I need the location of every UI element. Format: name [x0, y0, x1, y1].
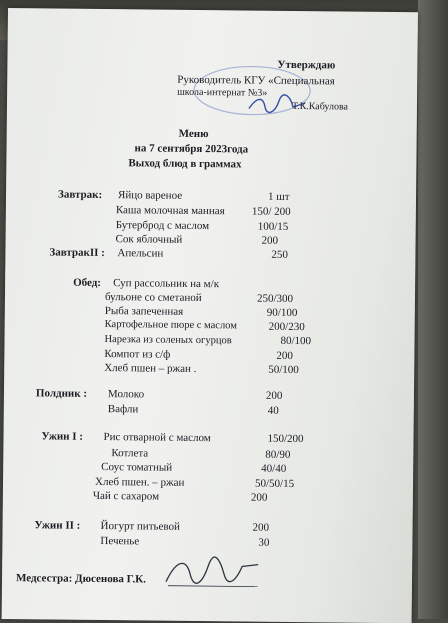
- menu-title: Меню: [178, 127, 209, 141]
- menu-item: Сок яблочный: [115, 233, 183, 246]
- menu-item-amount: 150/ 200: [251, 205, 291, 218]
- approval-title: Утверждаю: [277, 58, 336, 72]
- meal-label-dinner-2: Ужин II :: [34, 519, 81, 532]
- menu-item: Бутерброд с маслом: [115, 219, 210, 233]
- meal-label-dinner-1: Ужин I :: [41, 430, 84, 443]
- menu-item: Хлеб пшен. – ржан: [94, 475, 185, 489]
- menu-item: Нарезка из соленых огурцов: [104, 334, 232, 347]
- menu-item-amount: 200: [250, 491, 268, 504]
- meal-label-snack: Полдник :: [35, 387, 88, 400]
- meal-label-breakfast-2: ЗавтракII :: [49, 246, 105, 260]
- approval-signer: Т.К.Кабулова: [291, 100, 349, 113]
- menu-subtitle: Выход блюд в граммах: [128, 157, 242, 171]
- menu-item: Чай с сахаром: [92, 489, 160, 503]
- menu-item: Соус томатный: [101, 461, 173, 474]
- menu-item-amount: 250/300: [256, 292, 294, 306]
- nurse-signature-icon: [162, 554, 262, 591]
- menu-item: Котлета: [111, 447, 149, 460]
- nurse-signature-label: Медсестра: Дюсенова Г.К.: [15, 572, 146, 586]
- menu-item-amount: 40/40: [261, 462, 287, 475]
- menu-date: на 7 сентября 2023года: [134, 142, 249, 156]
- menu-item: Рыба запеченная: [104, 305, 184, 318]
- menu-item: Рис отварной с маслом: [103, 431, 211, 445]
- menu-item-amount: 50/100: [268, 363, 299, 377]
- meal-label-lunch: Обед:: [73, 276, 102, 289]
- menu-item-amount: 150/200: [267, 432, 304, 446]
- menu-item-amount: 200: [252, 521, 270, 534]
- menu-item: Суп рассольник на м/к: [113, 277, 220, 291]
- approval-line-2: школа-интернат №3»: [177, 86, 268, 99]
- menu-item: Картофельное пюре с маслом: [104, 319, 237, 332]
- menu-item-amount: 200: [265, 389, 283, 402]
- menu-item: Компот из с/ф: [104, 348, 171, 361]
- menu-item-amount: 250: [271, 248, 288, 261]
- menu-item: Молоко: [107, 388, 145, 401]
- menu-item-amount: 40: [267, 404, 279, 417]
- menu-item-amount: 200: [261, 234, 279, 247]
- menu-item: Яйцо вареное: [117, 189, 183, 202]
- menu-item: бульоне со сметаной: [104, 291, 202, 305]
- meal-label-breakfast: Завтрак:: [57, 188, 103, 201]
- menu-item: Йогурт питьевой: [100, 519, 180, 533]
- menu-item-amount: 90/100: [266, 306, 298, 320]
- menu-item-amount: 80/100: [280, 334, 312, 348]
- menu-item: Хлеб пшен – ржан .: [104, 362, 197, 375]
- menu-item: Каша молочная манная: [115, 204, 225, 218]
- menu-item-amount: 200/230: [268, 320, 305, 334]
- menu-item-amount: 1 шт: [267, 190, 290, 203]
- menu-item-amount: 100/15: [257, 220, 289, 233]
- menu-item: Апельсин: [117, 247, 164, 260]
- menu-item-amount: 30: [258, 536, 270, 549]
- background-right: [418, 0, 448, 619]
- approval-line-1: Руководитель КГУ «Специальная: [177, 73, 335, 88]
- menu-item-amount: 80/90: [265, 448, 291, 461]
- menu-item-amount: 200: [276, 349, 293, 363]
- menu-item-amount: 50/50/15: [254, 477, 295, 491]
- menu-item: Печенье: [100, 534, 140, 548]
- menu-item: Вафли: [107, 403, 139, 416]
- menu-document: [2, 8, 418, 623]
